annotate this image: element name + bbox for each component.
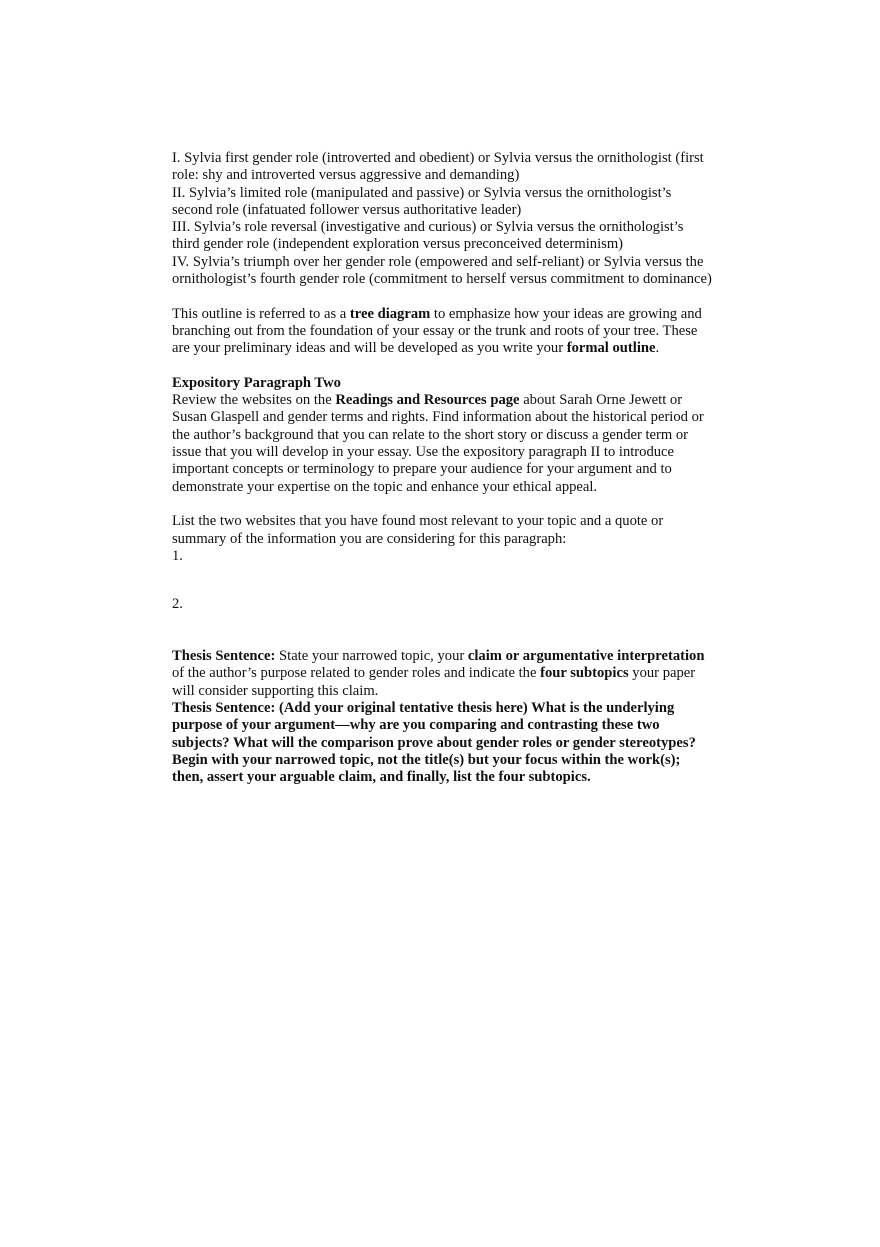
thesis-text-3: your paper will consider supporting this claim. — [172, 665, 696, 699]
claim-term: claim or argumentative interpretation — [467, 648, 705, 665]
outline-list — [172, 150, 712, 288]
tree-text-3: . — [655, 340, 660, 357]
tree-diagram-paragraph — [172, 306, 712, 358]
outline-item-4: IV. Sylvia’s triumph over her gender role (empowered and self-reliant) or Sylvia versus the ornithologist’s fourth gender role (commitment to herself versus commitment to dominance) — [172, 253, 712, 288]
website-item-1: 1. — [172, 547, 183, 564]
thesis-text-1: State your narrowed topic, your — [275, 648, 468, 665]
formal-outline-term: formal outline — [566, 340, 656, 357]
expository-text-2: about Sarah Orne Jewett or Susan Glaspell and gender terms and rights. Find information about the historical period or the author’s background that you can relate to the short story or discuss a gender term or issue that you will develop in your essay. Use the expository paragraph II to introduce important concepts or terminology to prepare your audience for your argument and to demonstrate your expertise on the topic and enhance your ethical appeal. — [172, 392, 704, 495]
tree-diagram-term: tree diagram — [349, 305, 431, 322]
thesis-label: Thesis Sentence: — [172, 648, 276, 665]
spacer — [172, 496, 712, 513]
outline-item-1: I. Sylvia first gender role (introverted and obedient) or Sylvia versus the ornithologist (first role: shy and introverted versus aggressive and demanding) — [172, 150, 704, 184]
thesis-text-2: of the author’s purpose related to gender roles and indicate the — [172, 665, 541, 682]
website-item-2: 2. — [172, 596, 183, 613]
websites-intro: List the two websites that you have found most relevant to your topic and a quote or summary of the information you are considering for this paragraph: — [172, 513, 664, 547]
expository-text-1: Review the websites on the — [172, 392, 336, 409]
readings-resources-term: Readings and Resources page — [335, 392, 520, 409]
spacer — [172, 613, 712, 648]
expository-heading: Expository Paragraph Two — [172, 374, 341, 391]
spacer — [172, 565, 712, 596]
document-page — [172, 150, 712, 786]
four-subtopics-term: four subtopics — [540, 665, 629, 682]
tree-text-2: to emphasize how your ideas are growing and branching out from the foundation of your essay or the trunk and roots of your tree. These are your preliminary ideas and will be developed as you write your — [172, 305, 702, 357]
expository-paragraph — [172, 392, 712, 496]
outline-item-2: II. Sylvia’s limited role (manipulated and passive) or Sylvia versus the ornithologist’s second role (infatuated follower versus authoritative leader) — [172, 184, 672, 218]
thesis-instructions — [172, 648, 712, 700]
spacer — [172, 358, 712, 375]
spacer — [172, 288, 712, 305]
thesis-prompt: Thesis Sentence: (Add your original tentative thesis here) What is the underlying purpose of your argument—why are you comparing and contrasting these two subjects? What will the comparison prove about gender roles or gender stereotypes? Begin with your narrowed topic, not the title(s) but your focus within the work(s); then, assert your arguable claim, and finally, list the four subtopics. — [172, 699, 696, 786]
tree-text-1: This outline is referred to as a — [172, 305, 350, 322]
outline-item-3: III. Sylvia’s role reversal (investigative and curious) or Sylvia versus the ornithologist’s third gender role (independent exploration versus preconceived determinism) — [172, 219, 684, 253]
